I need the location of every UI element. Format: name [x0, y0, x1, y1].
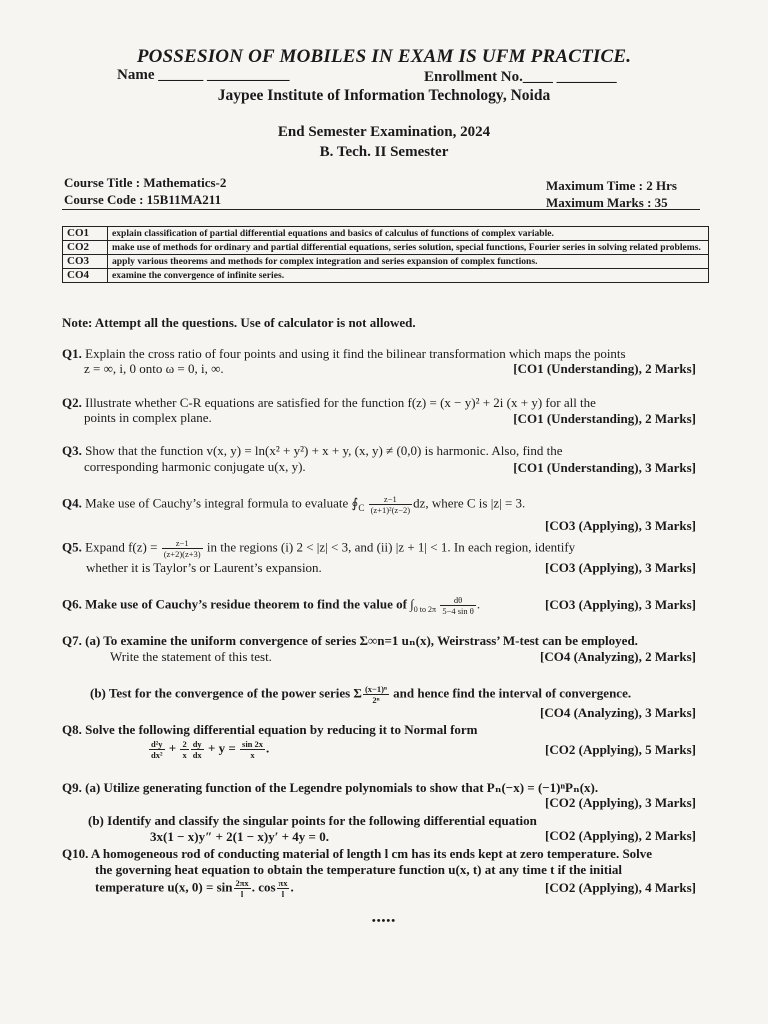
question-7b — [90, 684, 710, 705]
co-tag: [CO2 (Applying), 3 Marks] — [545, 795, 696, 810]
question-text: Make use of Cauchy’s residue theorem to find the value of ∫ — [85, 596, 414, 612]
question-1 — [62, 346, 702, 361]
table-row — [63, 241, 709, 255]
co-tag: [CO1 (Understanding), 2 Marks] — [513, 361, 696, 376]
co-tag: [CO4 (Analyzing), 2 Marks] — [540, 649, 696, 664]
integrand-fraction — [369, 494, 413, 515]
denominator: dx — [192, 750, 202, 760]
question-5-line2: whether it is Taylor’s or Laurent’s expansion. — [86, 560, 322, 575]
numerator: d²y — [151, 739, 163, 749]
question-text-end: dz, where C is |z| = 3. — [413, 495, 526, 511]
denominator: l — [281, 889, 285, 899]
question-5 — [62, 538, 712, 559]
co-text: make use of methods for ordinary and partial differential equations, series solution, special functions, Fourier series in solving related problems. — [108, 241, 709, 255]
course-code: Course Code : 15B11MA211 — [64, 192, 222, 207]
question-number: Q6. — [62, 596, 82, 612]
question-9b: (b) Identify and classify the singular points for the following differential equation — [88, 813, 537, 828]
question-text-end: . — [476, 596, 481, 612]
question-text-mid: . cos — [251, 879, 276, 895]
question-10-line2: the governing heat equation to obtain the temperature function u(x, t) at any time t if the initial — [95, 862, 622, 877]
ufm-banner: POSSESION OF MOBILES IN EXAM IS UFM PRACTICE. — [136, 46, 632, 67]
question-text: A homogeneous rod of conducting material of length l cm has its ends kept at zero temperature. Solve — [90, 846, 653, 861]
question-text: Expand f(z) = — [85, 539, 161, 555]
co-tag: [CO2 (Applying), 4 Marks] — [545, 880, 696, 895]
question-text: Illustrate whether C-R equations are satisfied for the function f(z) = (x − y)² + 2i (x + y) for all the — [85, 395, 596, 410]
course-outcomes-table — [62, 226, 709, 283]
max-marks: Maximum Marks : 35 — [546, 195, 668, 210]
question-number: Q9. — [62, 780, 82, 795]
max-time: Maximum Time : 2 Hrs — [546, 178, 677, 193]
rhs-fraction — [240, 739, 265, 760]
question-10-line3: temperature u(x, 0) = sin $\frac{2\pi x}{l}$ . cos $\frac{\pi x}{l}$ . — [95, 878, 294, 899]
co-tag: [CO4 (Analyzing), 3 Marks] — [540, 705, 696, 720]
denominator: (z+2)(z+3) — [163, 549, 201, 559]
numerator: 2 — [182, 739, 187, 749]
sine-argument — [234, 878, 251, 899]
denominator: dx² — [151, 750, 163, 760]
question-number: Q2. — [62, 395, 82, 410]
question-4 — [62, 494, 702, 516]
co-tag: [CO2 (Applying), 2 Marks] — [545, 828, 696, 843]
question-8 — [62, 722, 702, 737]
question-text: (a) Utilize generating function of the Legendre polynomials to show that Pₙ(−x) = (−1)ⁿPₙ(x). — [85, 780, 599, 795]
denominator: x — [250, 750, 255, 760]
name-field-label: Name ______ ___________ — [117, 67, 290, 83]
instructions-note: Note: Attempt all the questions. Use of calculator is not allowed. — [62, 315, 416, 330]
numerator: dθ — [440, 595, 476, 606]
cosine-argument — [277, 878, 290, 899]
numerator: z−1 — [162, 538, 203, 549]
numerator: z−1 — [369, 494, 413, 505]
denominator: 2ⁿ — [372, 695, 380, 705]
question-2 — [62, 395, 702, 410]
contour-subscript: C — [358, 503, 365, 514]
question-text: (a) To examine the uniform convergence of series Σ∞n=1 uₙ(x), Weirstrass’ M-test can be employed. — [85, 633, 638, 648]
enrollment-field-label: Enrollment No.____ ________ — [424, 69, 617, 85]
question-9b-equation: 3x(1 − x)y″ + 2(1 − x)y′ + 4y = 0. — [150, 829, 329, 844]
numerator: (x−1)ⁿ — [364, 684, 387, 694]
question-number: Q10. — [62, 846, 89, 861]
second-derivative — [149, 739, 165, 760]
integrand-fraction — [440, 595, 476, 616]
co-text: apply various theorems and methods for complex integration and series expansion of complex functions. — [108, 255, 709, 269]
co-tag: [CO1 (Understanding), 2 Marks] — [513, 411, 696, 426]
question-10 — [62, 846, 712, 861]
co-code: CO4 — [63, 269, 108, 283]
question-number: Q7. — [62, 633, 82, 648]
co-code: CO2 — [63, 241, 108, 255]
co-code: CO3 — [63, 255, 108, 269]
differential-equation: $\frac{\text{d²y}}{\text{dx²}}$ + $\frac{2}{x}$ $\frac{dy}{dx}$ + y = $\frac{\sin 2x}{x}$ . — [151, 739, 270, 760]
question-text: (b) Test for the convergence of the power series Σ — [90, 685, 362, 701]
table-row — [63, 269, 709, 283]
question-1-line2: z = ∞, i, 0 onto ω = 0, i, ∞. — [84, 361, 224, 376]
co-tag: [CO2 (Applying), 5 Marks] — [545, 742, 696, 757]
question-text-end: and hence find the interval of convergence. — [389, 685, 632, 701]
numerator: 2πx — [235, 878, 249, 888]
question-text: Explain the cross ratio of four points and using it find the bilinear transformation which maps the points — [85, 346, 626, 361]
institute-name: Jaypee Institute of Information Technology, Noida — [217, 87, 551, 104]
question-text-end: in the regions (i) 2 < |z| < 3, and (ii) |z + 1| < 1. In each region, identify — [203, 539, 576, 555]
denominator: x — [182, 750, 187, 760]
question-number: Q5. — [62, 539, 82, 555]
question-number: Q3. — [62, 443, 82, 458]
question-3 — [62, 443, 702, 458]
table-row — [63, 227, 709, 241]
function-fraction — [162, 538, 203, 559]
question-9a — [62, 780, 702, 795]
exam-title: End Semester Examination, 2024 — [277, 124, 491, 140]
question-text: temperature u(x, 0) = sin — [95, 879, 233, 895]
question-3-line2: corresponding harmonic conjugate u(x, y). — [84, 459, 306, 474]
co-tag: [CO3 (Applying), 3 Marks] — [545, 518, 696, 533]
header-divider — [62, 209, 700, 210]
question-2-line2: points in complex plane. — [84, 410, 212, 425]
co-text: examine the convergence of infinite series. — [108, 269, 709, 283]
co-tag: [CO3 (Applying), 3 Marks] — [545, 560, 696, 575]
series-term-fraction — [363, 684, 389, 705]
question-7a-line2: Write the statement of this test. — [110, 649, 272, 664]
integral-limits: 0 to 2π — [413, 605, 437, 615]
question-number: Q8. — [62, 722, 82, 737]
denominator: 5−4 sin θ — [442, 606, 474, 616]
coefficient-fraction — [180, 739, 188, 760]
co-tag: [CO1 (Understanding), 3 Marks] — [513, 460, 696, 475]
semester-title: B. Tech. II Semester — [319, 144, 449, 160]
question-text: Make use of Cauchy’s integral formula to evaluate ∮ — [85, 495, 359, 511]
question-number: Q4. — [62, 495, 82, 511]
numerator: πx — [278, 878, 288, 888]
end-of-paper-mark: ••••• — [371, 915, 397, 927]
question-number: Q1. — [62, 346, 82, 361]
denominator: l — [240, 889, 244, 899]
question-7a — [62, 633, 712, 648]
denominator: (z+1)²(z−2) — [370, 505, 411, 515]
co-code: CO1 — [63, 227, 108, 241]
first-derivative — [191, 739, 204, 760]
numerator: sin 2x — [242, 739, 264, 749]
table-row — [63, 255, 709, 269]
co-text: explain classification of partial differential equations and basics of calculus of functions of complex variable. — [108, 227, 709, 241]
course-title: Course Title : Mathematics-2 — [64, 175, 227, 190]
numerator: dy — [192, 739, 202, 749]
question-text: Show that the function v(x, y) = ln(x² + y²) + x + y, (x, y) ≠ (0,0) is harmonic. Also, find the — [85, 443, 563, 458]
question-6 — [62, 595, 532, 617]
co-tag: [CO3 (Applying), 3 Marks] — [545, 597, 696, 612]
question-text: Solve the following differential equation by reducing it to Normal form — [85, 722, 478, 737]
